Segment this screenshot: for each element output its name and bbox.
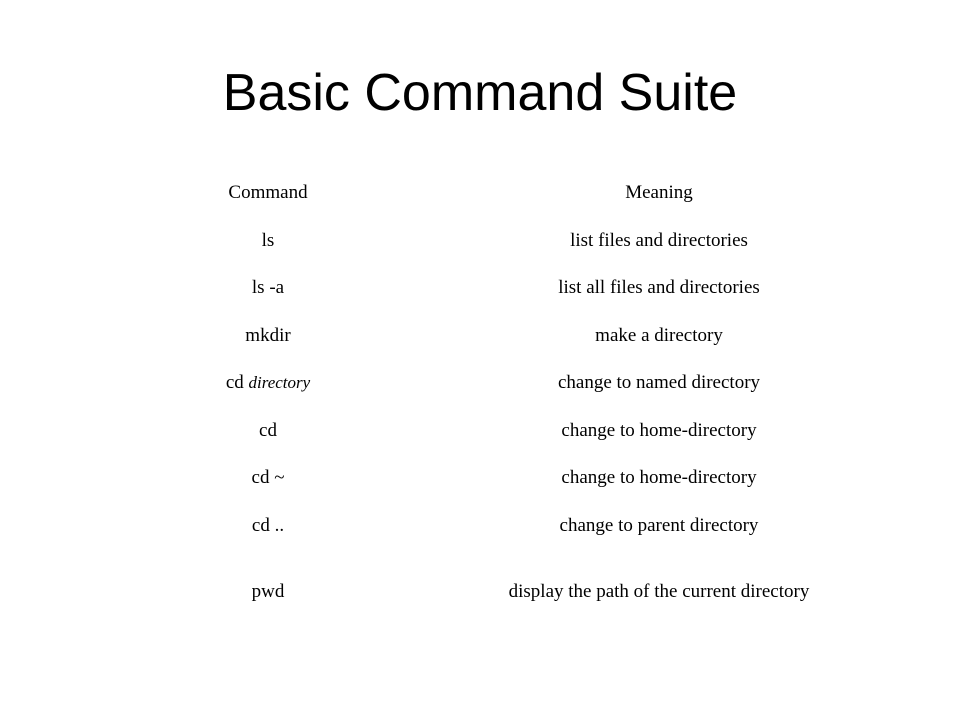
command-cell [168, 510, 368, 542]
table-row [0, 272, 960, 304]
table-row [0, 462, 960, 494]
table-row [0, 510, 960, 542]
command-text: cd [225, 372, 249, 393]
command-argument: directory [248, 373, 311, 392]
table-row [0, 225, 960, 257]
command-cell [168, 367, 368, 399]
table-row [0, 367, 960, 399]
table-row [0, 576, 960, 608]
meaning-cell: change to home-directory [561, 467, 757, 488]
command-text: cd [259, 420, 277, 441]
meaning-cell: list all files and directories [558, 277, 760, 298]
table-header-row [0, 177, 960, 209]
command-text: cd ~ [251, 467, 285, 488]
table-row [0, 320, 960, 352]
meaning-cell: make a directory [595, 325, 723, 346]
command-cell [168, 272, 368, 304]
command-cell [168, 225, 368, 257]
header-command: Command [228, 182, 308, 203]
meaning-cell: change to named directory [557, 372, 761, 393]
meaning-cell: change to home-directory [561, 420, 757, 441]
header-meaning: Meaning [625, 182, 693, 203]
command-text: pwd [251, 581, 285, 602]
table-row [0, 415, 960, 447]
command-cell [168, 462, 368, 494]
meaning-cell: list files and directories [570, 230, 748, 251]
command-text: ls [261, 230, 275, 251]
meaning-cell: change to parent directory [559, 515, 759, 536]
meaning-cell: display the path of the current directory [508, 581, 810, 602]
command-cell [168, 576, 368, 608]
command-text: mkdir [245, 325, 291, 346]
command-cell [168, 415, 368, 447]
command-text: cd .. [251, 515, 285, 536]
command-text: ls -a [251, 277, 285, 298]
slide-title: Basic Command Suite [222, 64, 738, 122]
command-cell [168, 320, 368, 352]
